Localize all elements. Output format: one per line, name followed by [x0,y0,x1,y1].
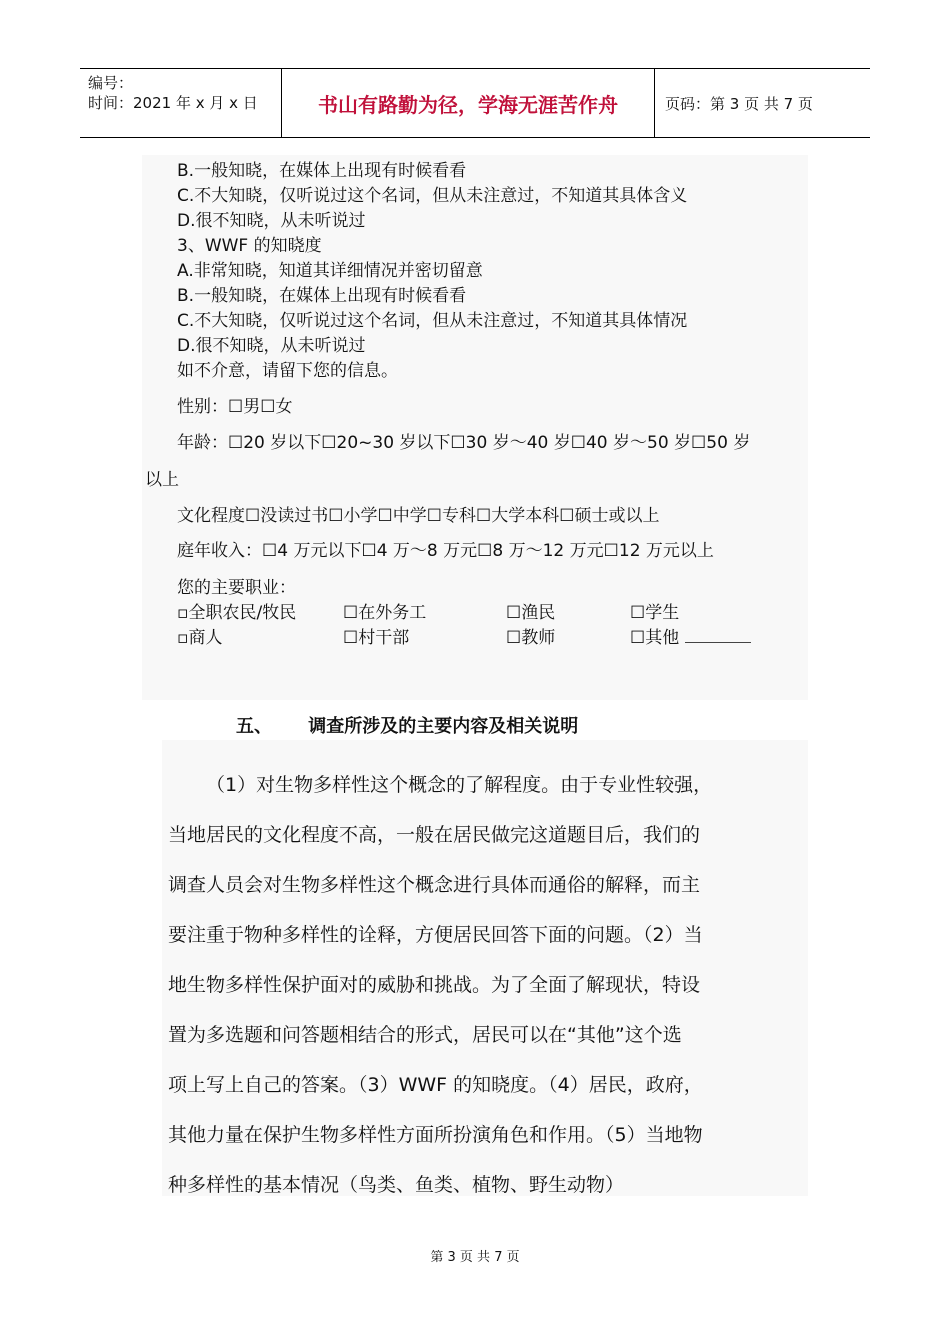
occupation-option: ▫商人 [177,628,223,648]
education-field: 文化程度☐没读过书☐小学☐中学☐专科☐大学本科☐硕士或以上 [177,506,660,526]
occupation-option-other [630,627,751,649]
paragraph-line: 其他力量在保护生物多样性方面所扮演角色和作用。（5）当地物 [168,1124,703,1146]
paragraph-line: 要注重于物种多样性的诠释，方便居民回答下面的问题。（2）当 [168,924,703,946]
other-blank-line [685,628,751,643]
header-page-info: 页码：第 3 页 共 7 页 [665,94,813,113]
paragraph-line: （1）对生物多样性这个概念的了解程度。由于专业性较强， [206,774,713,796]
survey-line: D.很不知晓，从未听说过 [177,211,366,231]
page-header [80,68,870,138]
header-meta [80,69,282,137]
code-label: 编号： [88,74,134,92]
section-title: 调查所涉及的主要内容及相关说明 [308,716,579,737]
survey-line: B.一般知晓，在媒体上出现有时候看看 [177,286,467,306]
header-motto: 书山有路勤为径，学海无涯苦作舟 [282,69,655,137]
survey-line: B.一般知晓，在媒体上出现有时候看看 [177,161,467,181]
occupation-option: ▫全职农民/牧民 [177,603,297,623]
occupation-option: ☐渔民 [506,603,556,623]
survey-line: A.非常知晓，知道其详细情况并密切留意 [177,261,483,281]
occupation-label: 您的主要职业： [177,578,296,598]
section-heading [236,712,578,738]
time-label: 时间：2021 年 x 月 x 日 [88,94,258,112]
age-field-continued: 以上 [145,470,179,490]
paragraph-line: 置为多选题和问答题相结合的形式，居民可以在“其他”这个选 [168,1024,682,1046]
page-footer: 第 3 页 共 7 页 [430,1250,520,1265]
section-paragraph [168,760,808,1210]
survey-line: D.很不知晓，从未听说过 [177,336,366,356]
survey-line: C.不大知晓，仅听说过这个名词，但从未注意过，不知道其具体情况 [177,311,688,331]
occupation-option: ☐在外务工 [343,603,427,623]
occupation-other-label: ☐其他 [630,628,680,648]
gender-field: 性别：☐男☐女 [177,397,293,417]
paragraph-line: 种多样性的基本情况（鸟类、鱼类、植物、野生动物） [168,1174,625,1196]
survey-info-prompt: 如不介意，请留下您的信息。 [177,361,398,381]
survey-line: C.不大知晓，仅听说过这个名词，但从未注意过，不知道其具体含义 [177,186,688,206]
age-field: 年龄：☐20 岁以下☐20~30 岁以下☐30 岁～40 岁☐40 岁～50 岁☐50 岁 [177,433,751,453]
paragraph-line: 当地居民的文化程度不高，一般在居民做完这道题目后，我们的 [168,824,701,846]
paragraph-line: 地生物多样性保护面对的威胁和挑战。为了全面了解现状，特设 [168,974,701,996]
paragraph-line: 调查人员会对生物多样性这个概念进行具体而通俗的解释，而主 [168,874,701,896]
paragraph-line: 项上写上自己的答案。（3）WWF 的知晓度。（4）居民，政府， [168,1074,703,1096]
occupation-option: ☐村干部 [343,628,410,648]
survey-question-title: 3、WWF 的知晓度 [177,236,322,256]
occupation-option: ☐教师 [506,628,556,648]
occupation-option: ☐学生 [630,603,680,623]
income-field: 庭年收入：☐4 万元以下☐4 万～8 万元☐8 万～12 万元☐12 万元以上 [177,541,714,561]
section-number: 五、 [236,716,272,737]
